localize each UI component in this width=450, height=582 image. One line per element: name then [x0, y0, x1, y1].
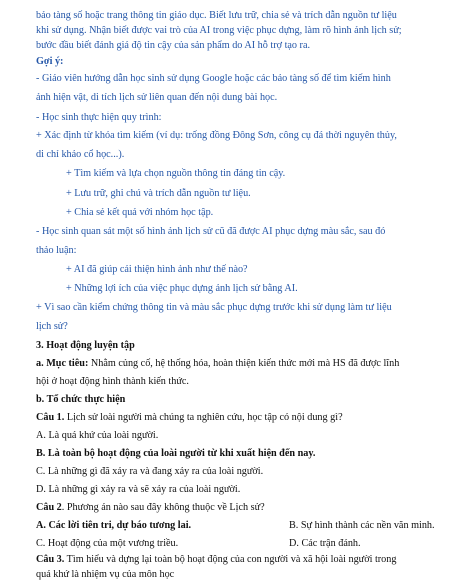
text-line: + Những lợi ích của việc phục dựng ảnh lịch sử bằng AI.: [66, 283, 298, 294]
text-line: - Học sinh quan sát một số hình ảnh lịch sử cũ đã được AI phục dựng màu sắc, sau đó: [36, 226, 386, 237]
question-1: [36, 411, 420, 424]
objective-text: Nhằm củng cố, hệ thống hóa, hoàn thiện kiến thức mới mà HS đã được lĩnh: [88, 358, 400, 369]
text-line: + Xác định từ khóa tìm kiếm (ví dụ: trống đồng Đông Sơn, công cụ đá thời nguyên thủy,: [36, 130, 397, 141]
question-label: Câu 1.: [36, 412, 65, 423]
text-line: bước đầu biết đánh giá độ tin cậy của sản phẩm do AI hỗ trợ tạo ra.: [36, 40, 311, 51]
answer-option-correct: B. Là toàn bộ hoạt động của loài người từ khi xuất hiện đến nay.: [36, 448, 316, 459]
text-line: di chỉ khảo cổ học...).: [36, 149, 125, 160]
text-line: + AI đã giúp cải thiện hình ảnh như thế nào?: [66, 264, 248, 275]
answer-option: B. Sự hình thành các nền văn minh.: [289, 520, 435, 531]
answer-option: D. Các trận đánh.: [289, 538, 361, 549]
text-line: khi sử dụng. Nhận biết được vai trò của AI trong việc phục dựng, làm rõ hình ảnh lịch sử;: [36, 25, 402, 36]
answer-row: [36, 519, 435, 532]
text-line: hội ở hoạt động hình thành kiến thức.: [36, 376, 189, 387]
answer-option: A. Là quá khứ của loài người.: [36, 430, 159, 441]
text-line: + Tìm kiếm và lựa chọn nguồn thông tin đáng tin cậy.: [66, 168, 286, 179]
text-line: bảo tàng số hoặc trang thông tin giáo dục. Biết lưu trữ, chia sẻ và trích dẫn nguồn tư liệu: [36, 10, 397, 21]
answer-option-correct: A. Các lời tiên tri, dự báo tương lai.: [36, 520, 192, 531]
section-heading: 3. Hoạt động luyện tập: [36, 340, 135, 351]
text-line: - Giáo viên hướng dẫn học sinh sử dụng Google hoặc các bảo tàng số để tìm kiếm hình: [36, 73, 391, 84]
text-line: - Học sinh thực hiện quy trình:: [36, 112, 162, 123]
text-line: lịch sử?: [36, 321, 68, 332]
answer-option: C. Hoạt động của một vương triều.: [36, 538, 179, 549]
question-3: [36, 553, 420, 566]
answer-row: [36, 537, 420, 550]
hint-heading: Gợi ý:: [36, 56, 64, 67]
text-line: + Chia sẻ kết quả với nhóm học tập.: [66, 207, 214, 218]
text-line: + Lưu trữ, ghi chú và trích dẫn nguồn tư liệu.: [66, 188, 251, 199]
objective-label: a. Mục tiêu:: [36, 358, 89, 369]
question-label: Câu 3.: [36, 554, 65, 565]
answer-option: D. Là những gì xảy ra và sẽ xảy ra của loài người.: [36, 484, 241, 495]
text-line: + Vì sao cần kiểm chứng thông tin và màu sắc phục dựng trước khi sử dụng làm tư liệu: [36, 302, 392, 313]
text-line: thảo luận:: [36, 245, 77, 256]
question-text: Tìm hiểu và dựng lại toàn bộ hoạt động của con người và xã hội loài người trong: [64, 554, 397, 565]
question-label: Câu 2: [36, 502, 62, 513]
text-line: [36, 357, 420, 370]
subsection-heading: b. Tổ chức thực hiện: [36, 394, 126, 405]
answer-option: C. Là những gì đã xảy ra và đang xảy ra của loài người.: [36, 466, 264, 477]
text-line: quá khứ là nhiệm vụ của môn học: [36, 569, 175, 580]
question-2: [36, 501, 420, 514]
question-text: Lịch sử loài người mà chúng ta nghiên cứu, học tập có nội dung gì?: [64, 412, 343, 423]
question-text: . Phương án nào sau đây không thuộc về Lịch sử?: [61, 502, 265, 513]
text-line: ảnh hiện vật, di tích lịch sử liên quan đến nội dung bài học.: [36, 92, 278, 103]
